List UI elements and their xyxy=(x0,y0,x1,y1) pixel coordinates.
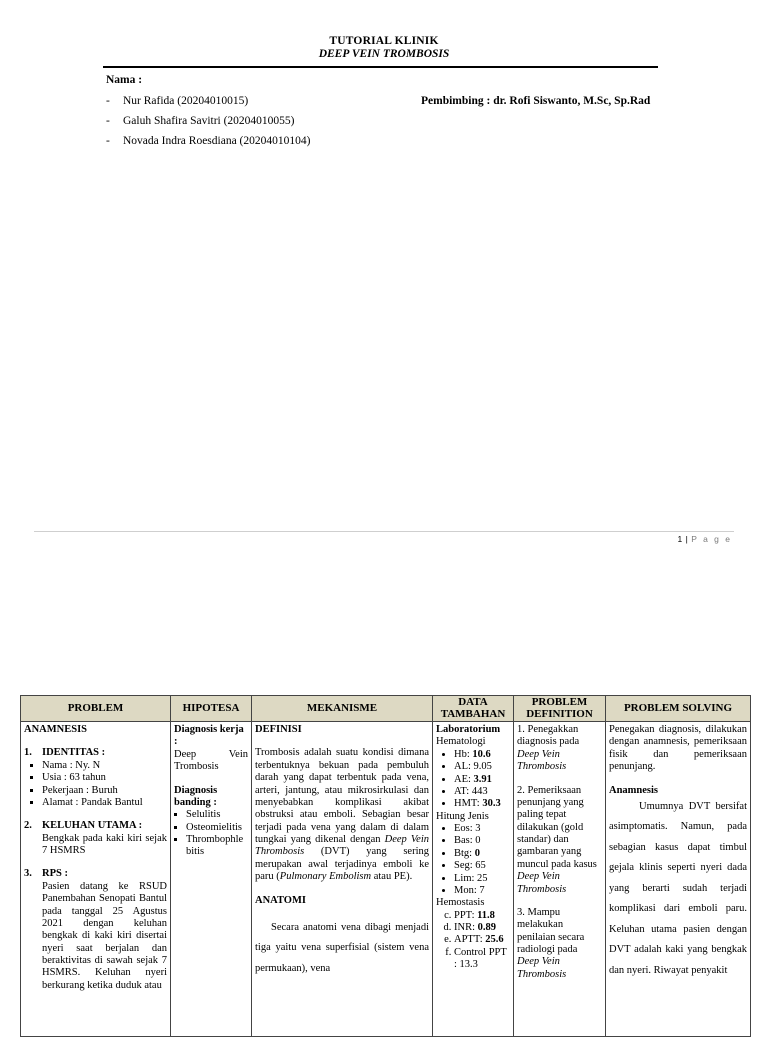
definition-item: 3. Mampu melakukan penilaian secara radiologi pada Deep Vein Thrombosis xyxy=(517,906,585,980)
nama-label: Nama : xyxy=(106,74,143,86)
document-title: TUTORIAL KLINIK xyxy=(329,35,439,47)
member-name: Novada Indra Roesdiana (20204010104) xyxy=(123,135,311,147)
cell-problem xyxy=(21,722,171,1037)
lab-value-item: d. INR: 0.89 xyxy=(454,922,510,934)
diagnosis-banding-list xyxy=(174,809,248,859)
lab-value-item: • Mon: 7 xyxy=(454,885,510,897)
solving-anamnesis-text: Umumnya DVT bersifat asimptomatis. Namun, pada sebagian kasus dapat timbul gejala klinis seperti nyeri dada yang berarti sudah terjadi komplikasi dari emboli paru. Keluhan utama pasien dengan DVT adalah kaki yang bengkak dan nyeri. Riwayat penyakit xyxy=(609,800,747,976)
lab-value-item: • Btg: 0 xyxy=(454,848,510,860)
list-item: ▪ Osteomielitis xyxy=(186,822,248,834)
col-header-problem-solving: PROBLEM SOLVING xyxy=(606,696,751,722)
lab-value-item: • HMT: 30.3 xyxy=(454,798,510,810)
table-header-row xyxy=(21,696,751,722)
definition-item: 2. Pemeriksaan penunjang yang paling tepat dilakukan (gold standar) dan gambaran yang muncul pada kasus Deep Vein Thrombosis xyxy=(517,784,597,895)
lab-value-item: • AE: 3.91 xyxy=(454,774,510,786)
hematologi-heading: Hematologi xyxy=(436,736,486,748)
page-number: 1 | P a g e xyxy=(677,534,732,544)
rps-heading: 3. RPS : xyxy=(24,868,68,880)
lab-value-item: • Lim: 25 xyxy=(454,873,510,885)
hitung-jenis-heading: Hitung Jenis xyxy=(436,810,489,822)
lab-value-item: • Seg: 65 xyxy=(454,860,510,872)
document-subtitle: DEEP VEIN TROMBOSIS xyxy=(318,48,450,60)
header-divider xyxy=(103,66,658,68)
keluhan-text: Bengkak pada kaki kiri sejak 7 HSMRS xyxy=(42,832,167,856)
lab-heading: Laboratorium xyxy=(436,724,501,735)
col-header-problem: PROBLEM xyxy=(21,696,171,722)
definisi-text: Trombosis adalah suatu kondisi dimana terbentuknya bekuan pada pembuluh darah yang dapat terbentuk pada vena, arteri, jantung, atau mikrosirkulasi dan menyebabkan komplikasi akibat obstruksi atau emboli. Sebagian besar terjadi pada vena yang dalam di dalam tungkai yang dikenal dengan Deep Vein Thrombosis (DVT) yang sering merupakan awal terjadinya emboli ke paru (Pulmonary Embolism atau PE). xyxy=(255,747,429,883)
diagnosis-banding-label: Diagnosis banding : xyxy=(174,784,218,808)
list-item: ▪ Selulitis xyxy=(186,809,248,821)
list-item: ▪ Alamat : Pandak Bantul xyxy=(42,797,167,809)
footer-divider xyxy=(34,531,734,532)
solving-anamnesis-heading: Anamnesis xyxy=(609,784,659,796)
hematologi-list xyxy=(436,749,510,811)
definition-item: 1. Penegakkan diagnosis pada Deep Vein Thrombosis xyxy=(517,724,580,773)
list-item: ▪ Pekerjaan : Buruh xyxy=(42,785,167,797)
col-header-hipotesa: HIPOTESA xyxy=(171,696,252,722)
list-item: ▪ Nama : Ny. N xyxy=(42,760,167,772)
lab-value-item: e. APTT: 25.6 xyxy=(454,934,510,946)
lab-value-item: • AT: 443 xyxy=(454,786,510,798)
member-item: - Nur Rafida (20204010015) xyxy=(106,95,249,107)
anamnesis-heading: ANAMNESIS xyxy=(24,724,88,735)
lab-value-item: f. Control PPT : 13.3 xyxy=(454,947,510,972)
diagnosis-kerja-label: Diagnosis kerja : xyxy=(174,724,244,748)
col-header-data-tambahan: DATA TAMBAHAN xyxy=(433,696,514,722)
list-item: ▪ Usia : 63 tahun xyxy=(42,772,167,784)
keluhan-heading: 2. KELUHAN UTAMA : xyxy=(24,820,143,832)
hitung-jenis-list xyxy=(436,823,510,897)
cell-hipotesa xyxy=(171,722,252,1037)
member-item: - Novada Indra Roesdiana (20204010104) xyxy=(106,135,311,147)
lab-value-item: • Hb: 10.6 xyxy=(454,749,510,761)
hemostasis-list xyxy=(436,910,510,972)
cell-problem-solving xyxy=(606,722,751,1037)
hemostasis-heading: Hemostasis xyxy=(436,897,485,909)
cell-data-tambahan xyxy=(433,722,514,1037)
lab-value-item: • Eos: 3 xyxy=(454,823,510,835)
diagnosis-kerja: Deep Vein Trombosis xyxy=(174,748,248,773)
member-name: Galuh Shafira Savitri (20204010055) xyxy=(123,115,295,127)
col-header-mekanisme: MEKANISME xyxy=(252,696,433,722)
definisi-heading: DEFINISI xyxy=(255,724,302,735)
member-name: Nur Rafida (20204010015) xyxy=(123,95,249,107)
rps-text: Pasien datang ke RSUD Panembahan Senopati Bantul pada tanggal 25 Agustus 2021 dengan keluhan bengkak di kaki kiri disertai nyeri saat berjalan dan beraktivitas di sawah sejak 7 HSMRS. Keluhan nyeri berkurang ketika duduk atau xyxy=(42,880,167,991)
lab-value-item: c. PPT: 11.8 xyxy=(454,910,510,922)
list-item: ▪ Thrombophlebitis xyxy=(186,834,248,859)
identitas-list xyxy=(24,760,167,810)
anatomi-heading: ANATOMI xyxy=(255,894,306,906)
lab-value-item: • Bas: 0 xyxy=(454,835,510,847)
cell-mekanisme xyxy=(252,722,433,1037)
table-row xyxy=(21,722,751,1037)
anatomi-text: Secara anatomi vena dibagi menjadi tiga yaitu vena superfisial (sistem vena permukaan), vena xyxy=(255,921,429,974)
solving-intro: Penegakan diagnosis, dilakukan dengan anamnesis, pemeriksaan fisik dan pemeriksaan penunjang. xyxy=(609,724,747,773)
lab-value-item: • AL: 9.05 xyxy=(454,761,510,773)
col-header-problem-definition: PROBLEM DEFINITION xyxy=(514,696,606,722)
identitas-heading: 1. IDENTITAS : xyxy=(24,747,106,759)
tutorial-table xyxy=(20,695,751,1037)
pembimbing: Pembimbing : dr. Rofi Siswanto, M.Sc, Sp.Rad xyxy=(421,95,651,107)
member-item: - Galuh Shafira Savitri (20204010055) xyxy=(106,115,295,127)
cell-problem-definition xyxy=(514,722,606,1037)
